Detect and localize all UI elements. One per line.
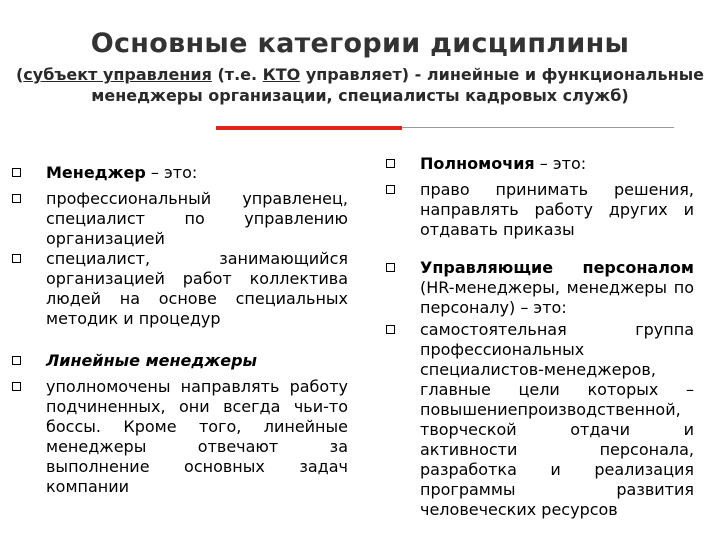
hr-term: Управляющие персоналом [420,258,694,277]
hr-def-item [386,320,694,520]
manager-def1-item [12,189,348,249]
hr-def-intro: (HR-менеджеры, менеджеры по персоналу) – это: [420,278,694,317]
powers-heading-item [386,154,694,174]
left-column [12,163,348,497]
powers-suffix: – это: [534,154,587,173]
manager-def2: специалист, занимающийся организацией работ коллектива людей на основе специальных методик и процедур [46,249,348,328]
manager-def1: профессиональный управленец, специалист по управлению организацией [46,189,348,248]
square-bullet-icon [386,159,395,168]
manager-term: Менеджер [46,163,146,182]
square-bullet-icon [12,356,21,365]
hr-heading-item [386,258,694,318]
manager-def2-item [12,249,348,329]
accent-bar [216,126,402,130]
subtitle-subject: субъект управления [23,65,212,84]
subtitle-open-paren: ( [15,65,24,84]
manager-suffix: – это: [145,163,198,182]
square-bullet-icon [12,382,21,391]
square-bullet-icon [386,325,395,334]
line-managers-term: Линейные менеджеры [46,351,258,370]
powers-def: право принимать решения, направлять работу других и отдавать приказы [420,180,694,239]
manager-heading-item [12,163,348,183]
line-managers-heading-item [12,351,348,371]
square-bullet-icon [12,194,21,203]
line-managers-def-item [12,377,348,497]
powers-def-item [386,180,694,240]
powers-term: Полномочия [420,154,535,173]
slide-subtitle [14,64,706,106]
divider-line [402,127,674,128]
subtitle-kto: КТО [262,65,301,84]
square-bullet-icon [386,263,395,272]
slide-title: Основные категории дисциплины [90,28,630,59]
square-bullet-icon [386,185,395,194]
square-bullet-icon [12,254,21,263]
line-managers-def: уполномочены направлять работу подчиненных, они всегда чьи-то боссы. Кроме того, линейные менеджеры отвечают за выполнение основных задач компании [46,377,348,496]
subtitle-mid: (т.е. [211,65,263,84]
square-bullet-icon [12,168,21,177]
hr-def: самостоятельная группа профессиональных специалистов-менеджеров, главные цели которых – повышениепроизводственной, творческой отдачи и активности персонала, разработка и реализация программы развития человеческих ресурсов [420,320,694,519]
subtitle-rest: управляет) - линейные и функциональные менеджеры организации, специалисты кадровых служб) [91,65,705,105]
right-column [386,154,694,520]
